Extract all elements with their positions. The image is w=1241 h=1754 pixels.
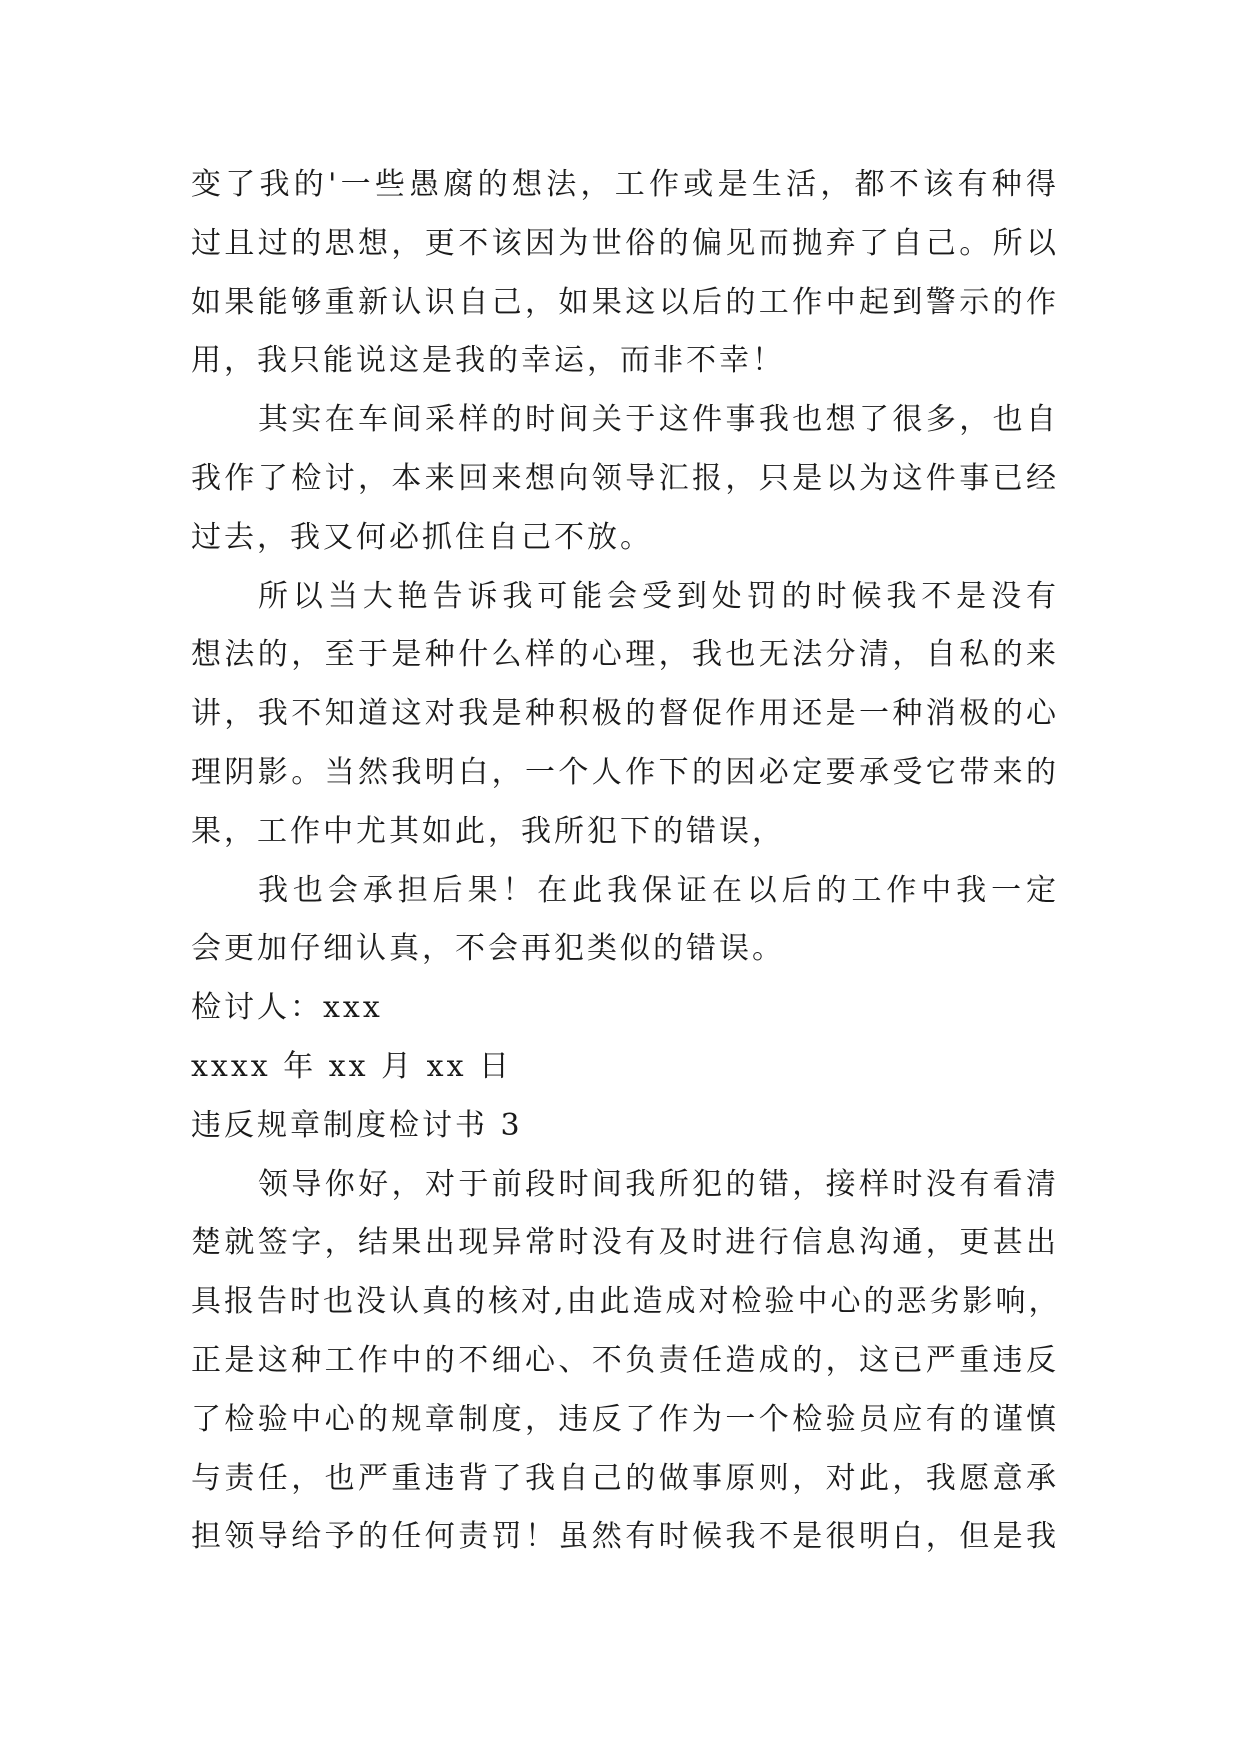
date-line: xxxx 年 xx 月 xx 日 [191, 1048, 513, 1084]
text-line: 我作了检讨，本来回来想向领导汇报，只是以为这件事已经 [191, 460, 1059, 496]
text-line: 领导你好，对于前段时间我所犯的错，接样时没有看清 [258, 1166, 1059, 1202]
text-line: 想法的，至于是种什么样的心理，我也无法分清，自私的来 [191, 637, 1059, 673]
text-line: 果，工作中尤其如此，我所犯下的错误， [191, 813, 785, 849]
text-line: 过去，我又何必抓住自己不放。 [191, 519, 653, 555]
text-line: 其实在车间采样的时间关于这件事我也想了很多，也自 [258, 402, 1059, 438]
text-line: 讲，我不知道这对我是种积极的督促作用还是一种消极的心 [191, 696, 1059, 732]
section-title: 违反规章制度检讨书 3 [191, 1107, 523, 1143]
text-line: 用，我只能说这是我的幸运，而非不幸！ [191, 343, 785, 379]
text-line: 如果能够重新认识自己，如果这以后的工作中起到警示的作 [191, 284, 1059, 320]
text-line: 会更加仔细认真，不会再犯类似的错误。 [191, 931, 785, 967]
signature-line: 检讨人：xxx [191, 990, 383, 1026]
text-line: 过且过的思想，更不该因为世俗的偏见而抛弃了自己。所以 [191, 225, 1059, 261]
text-line: 与责任，也严重违背了我自己的做事原则，对此，我愿意承 [191, 1460, 1059, 1496]
text-line: 了检验中心的规章制度，违反了作为一个检验员应有的谨慎 [191, 1401, 1059, 1437]
text-line: 变了我的'一些愚腐的想法，工作或是生活，都不该有种得 [191, 167, 1059, 202]
text-line: 理阴影。当然我明白，一个人作下的因必定要承受它带来的 [191, 754, 1059, 790]
text-line: 所以当大艳告诉我可能会受到处罚的时候我不是没有 [258, 578, 1059, 614]
document-body [191, 156, 1061, 1567]
text-line: 正是这种工作中的不细心、不负责任造成的，这已严重违反 [191, 1342, 1059, 1378]
text-line: 具报告时也没认真的核对,由此造成对检验中心的恶劣影响， [191, 1284, 1062, 1320]
text-line: 我也会承担后果！在此我保证在以后的工作中我一定 [258, 872, 1059, 908]
text-line: 楚就签字，结果出现异常时没有及时进行信息沟通，更甚出 [191, 1225, 1059, 1261]
text-line: 担领导给予的任何责罚！虽然有时候我不是很明白，但是我 [191, 1519, 1059, 1555]
